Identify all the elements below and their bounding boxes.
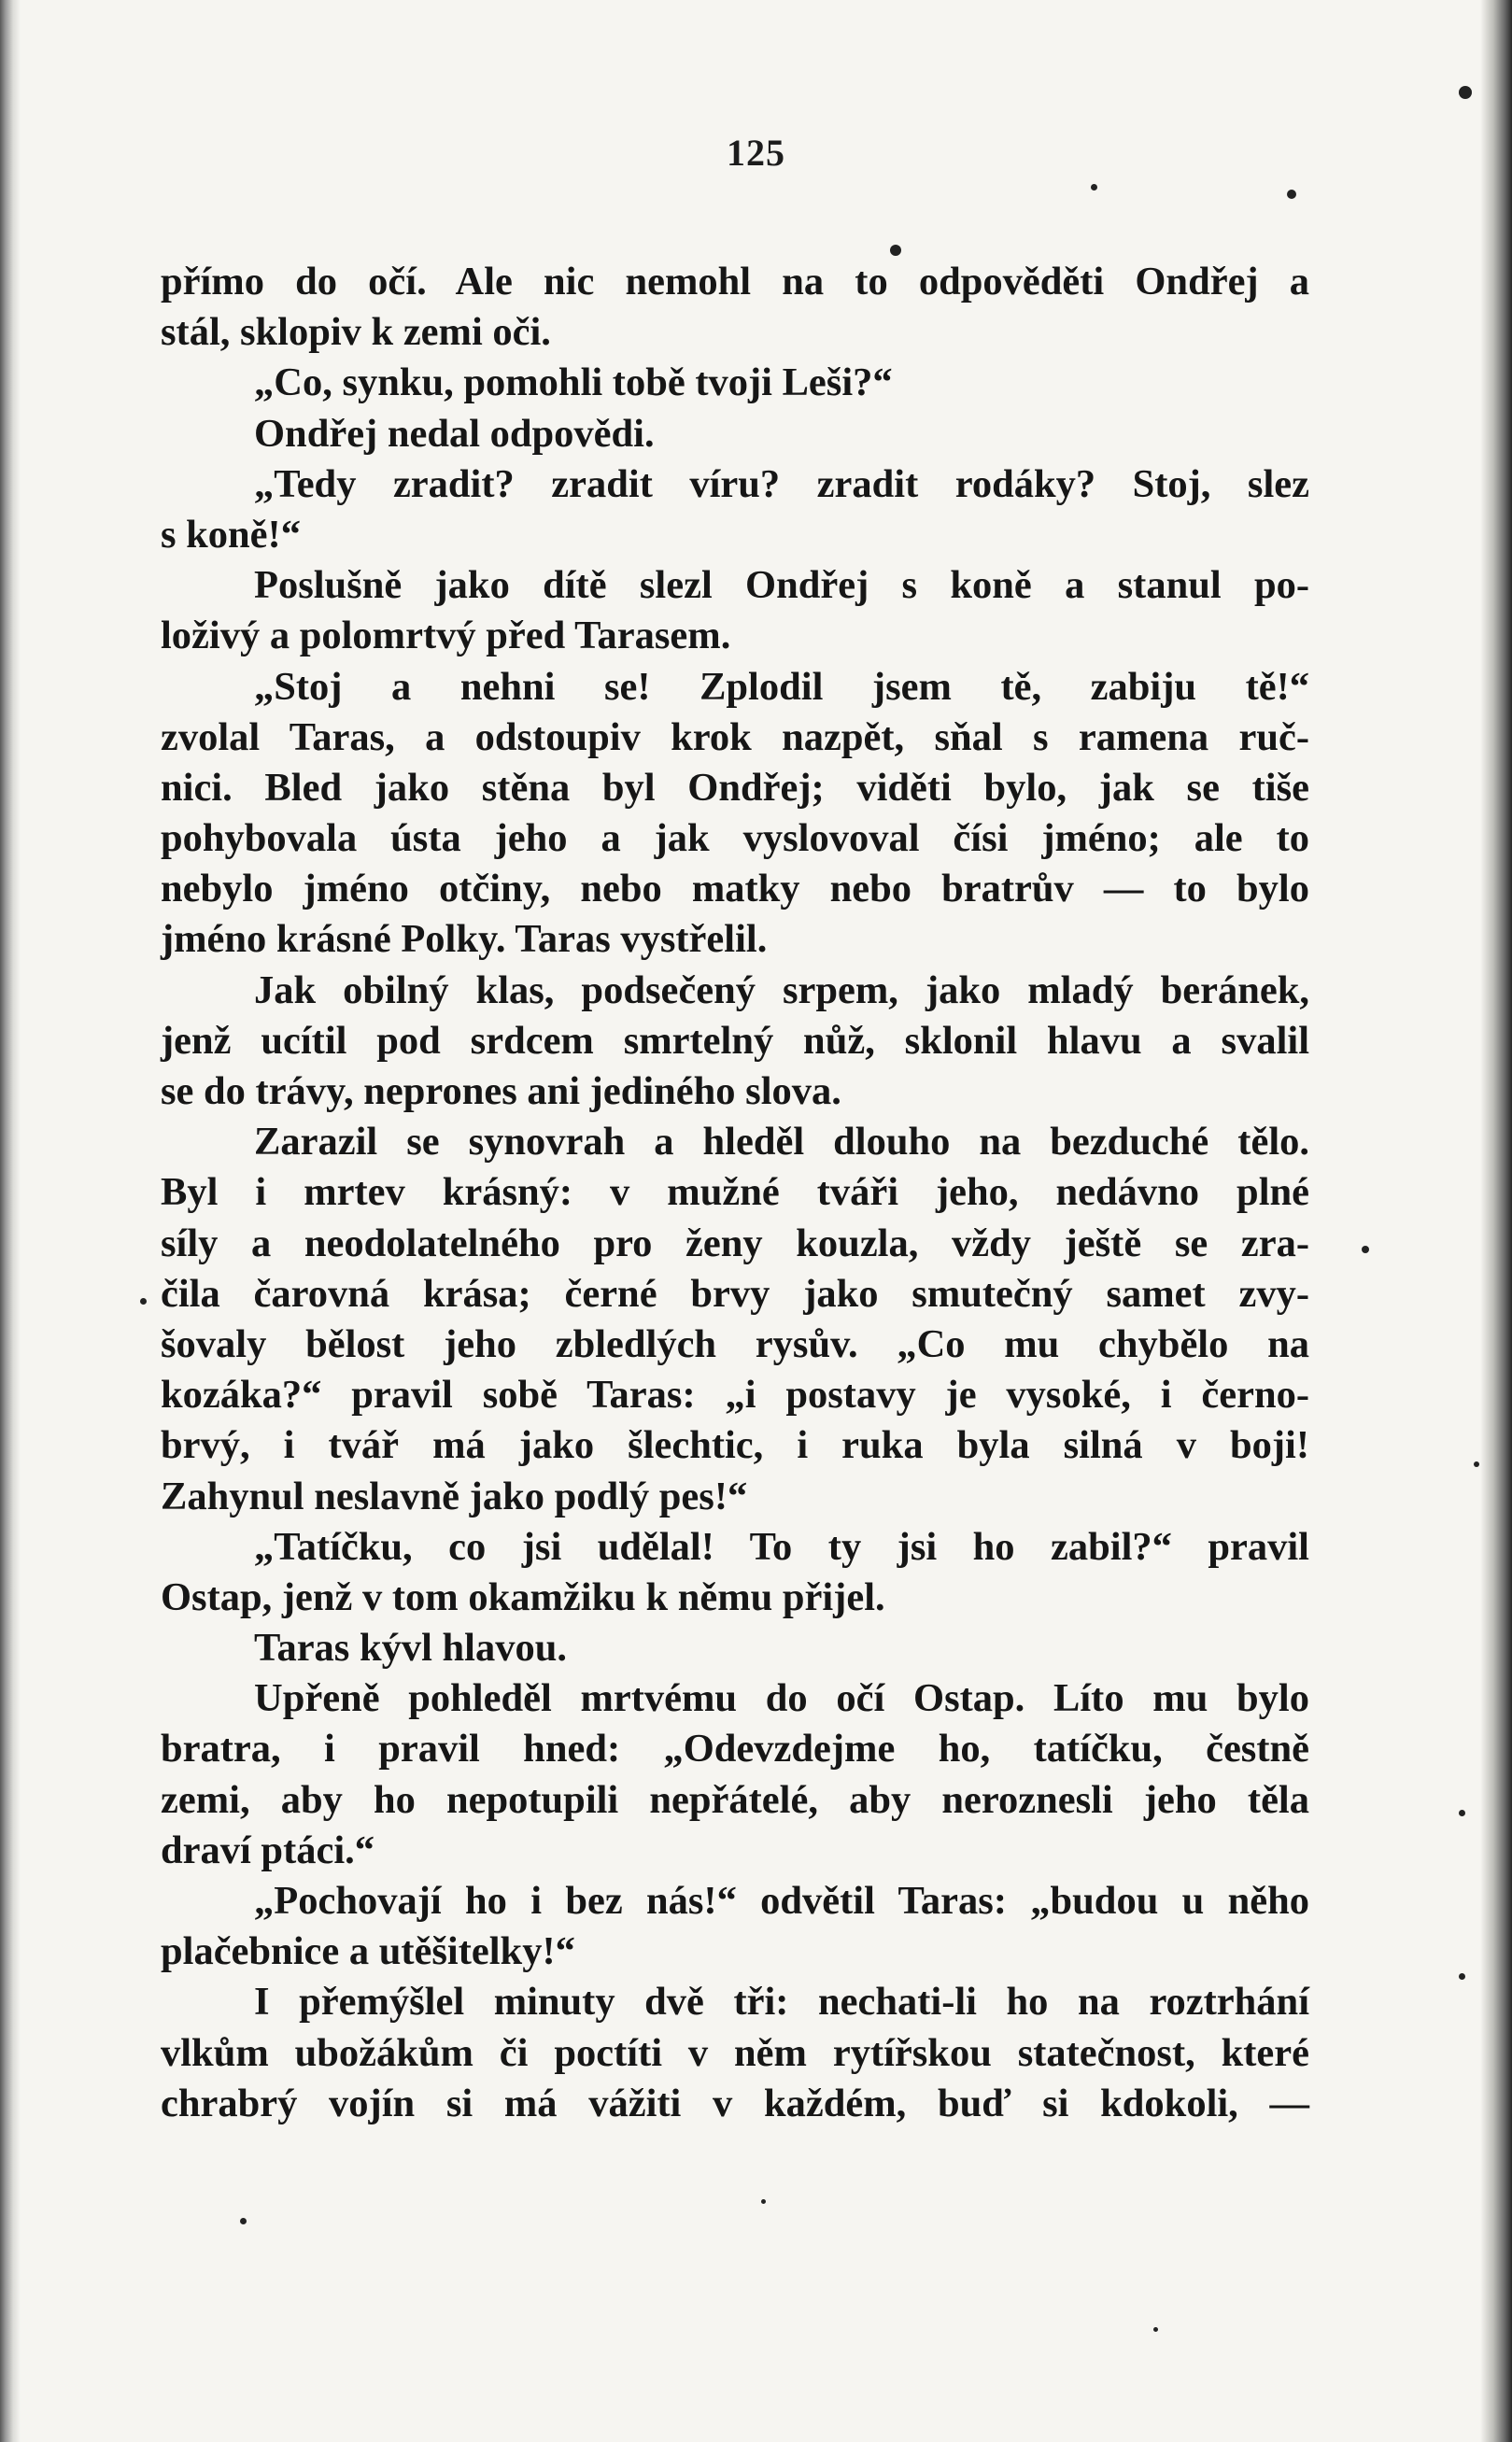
text-line: brvý, i tvář má jako šlechtic, i ruka byla silná v boji! — [161, 1423, 1309, 1468]
text-line: plačebnice a utěšitelky!“ — [161, 1929, 575, 1974]
text-line: stál, sklopiv k zemi oči. — [161, 310, 551, 355]
page-left-edge-shadow — [0, 0, 21, 2442]
text-line: kozáka?“ pravil sobě Taras: „i postavy je vysoké, i černo- — [161, 1373, 1309, 1418]
text-line: draví ptáci.“ — [161, 1828, 375, 1872]
text-line: Ondřej nedal odpovědi. — [254, 411, 655, 456]
text-line: chrabrý vojín si má vážiti v každém, buď si kdokoli, — — [161, 2081, 1309, 2125]
text-line: loživý a polomrtvý před Tarasem. — [161, 614, 731, 658]
text-line: „Tedy zradit? zradit víru? zradit rodáky? Stoj, slez — [254, 461, 1309, 506]
scan-speck — [1474, 1461, 1479, 1467]
text-line: Zahynul neslavně jako podlý pes!“ — [161, 1474, 748, 1518]
scan-speck — [240, 2218, 247, 2224]
scan-speck — [1362, 1246, 1369, 1253]
text-line: Byl i mrtev krásný: v mužné tváři jeho, nedávno plné — [161, 1170, 1309, 1215]
body-text — [161, 257, 1309, 2129]
text-line: „Pochovají ho i bez nás!“ odvětil Taras: „budou u něho — [254, 1879, 1309, 1923]
text-line: bratra, i pravil hned: „Odevzdejme ho, tatíčku, čestně — [161, 1727, 1309, 1772]
text-line: Ostap, jenž v tom okamžiku k němu přijel. — [161, 1574, 885, 1619]
text-line: „Stoj a nehni se! Zplodil jsem tě, zabiju tě!“ — [254, 664, 1309, 709]
text-line: s koně!“ — [161, 512, 301, 557]
scan-speck — [1459, 1810, 1465, 1816]
text-line: se do trávy, neprones ani jediného slova. — [161, 1069, 841, 1113]
text-line: přímo do očí. Ale nic nemohl na to odpověděti Ondřej a — [161, 260, 1309, 303]
text-line: nici. Bled jako stěna byl Ondřej; viděti bylo, jak se tiše — [161, 765, 1309, 810]
text-line: zemi, aby ho nepotupili nepřátelé, aby neroznesli jeho těla — [161, 1777, 1309, 1822]
text-line: jenž ucítil pod srdcem smrtelný nůž, sklonil hlavu a svalil — [161, 1018, 1309, 1063]
text-line: nebylo jméno otčiny, nebo matky nebo bratrův — to bylo — [161, 867, 1309, 911]
text-line: Poslušně jako dítě slezl Ondřej s koně a stanul po- — [254, 563, 1309, 608]
page-number: 125 — [727, 132, 785, 174]
scan-speck — [1091, 184, 1097, 191]
text-line: zvolal Taras, a odstoupiv krok nazpět, sňal s ramena ruč- — [161, 714, 1309, 759]
text-line: vlkům ubožákům či poctíti v něm rytířskou statečnost, které — [161, 2030, 1309, 2075]
text-line: šovaly bělost jeho zbledlých rysův. „Co mu chybělo na — [161, 1321, 1309, 1366]
text-line: čila čarovná krása; černé brvy jako smutečný samet zvy- — [161, 1271, 1309, 1316]
text-line: I přemýšlel minuty dvě tři: nechati-li ho na roztrhání — [254, 1980, 1309, 2025]
text-line: Taras kývl hlavou. — [254, 1626, 567, 1671]
scan-speck — [140, 1298, 147, 1305]
text-line: síly a neodolatelného pro ženy kouzla, vždy ještě se zra- — [161, 1221, 1309, 1265]
text-line: Zarazil se synovrah a hleděl dlouho na bezduché tělo. — [254, 1120, 1309, 1165]
scan-speck — [761, 2199, 766, 2204]
text-line: pohybovala ústa jeho a jak vyslovoval čísi jméno; ale to — [161, 816, 1309, 861]
text-line: „Tatíčku, co jsi udělal! To ty jsi ho zabil?“ pravil — [254, 1524, 1309, 1569]
scan-speck — [1287, 190, 1296, 199]
text-line: Upřeně pohleděl mrtvému do očí Ostap. Líto mu bylo — [254, 1676, 1309, 1721]
scan-speck — [1153, 2327, 1158, 2332]
text-line: „Co, synku, pomohli tobě tvoji Leši?“ — [254, 360, 893, 405]
text-line: jméno krásné Polky. Taras vystřelil. — [161, 917, 768, 962]
scan-speck — [1459, 1973, 1465, 1980]
text-line: Jak obilný klas, podsečený srpem, jako mladý beránek, — [254, 967, 1309, 1012]
scan-speck — [890, 245, 901, 256]
page-right-edge-shadow — [1480, 0, 1512, 2442]
scan-speck — [1459, 86, 1472, 99]
